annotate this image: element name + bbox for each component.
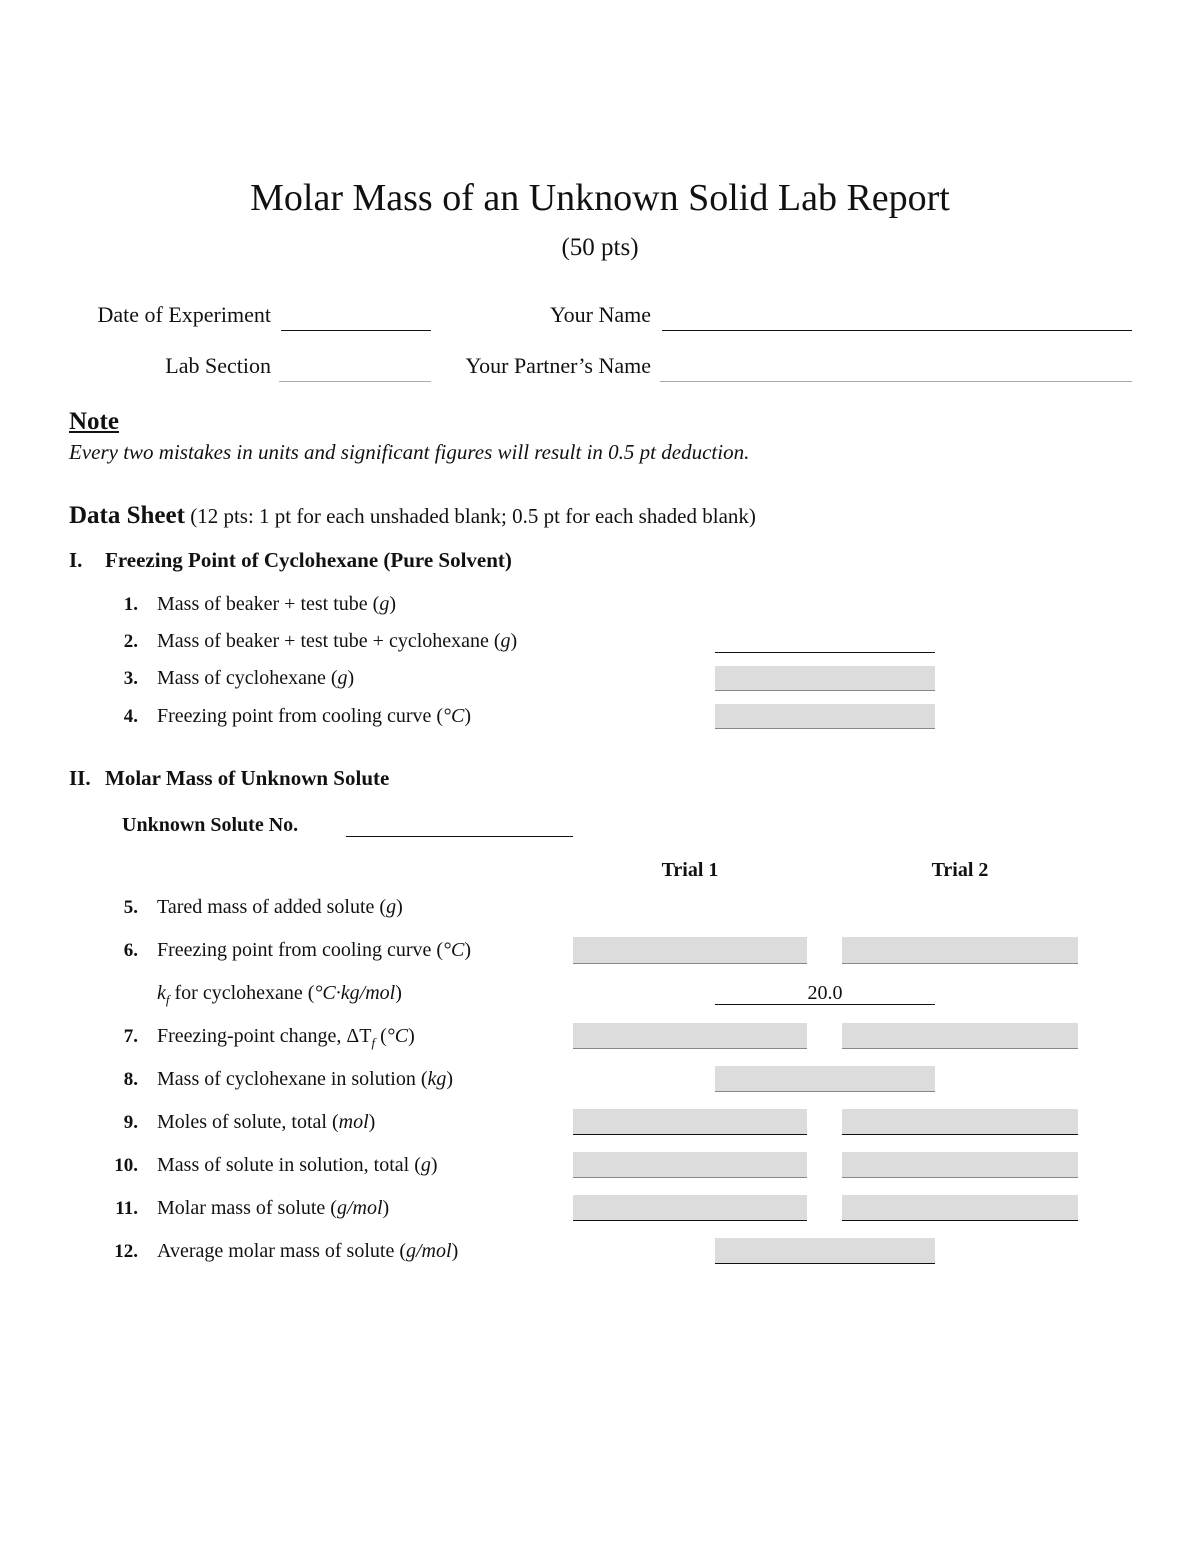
- item-unit: g: [500, 630, 511, 652]
- item-unit: g/mol: [336, 1197, 383, 1219]
- shaded-moles-trial-1[interactable]: [573, 1109, 807, 1135]
- section-1-heading: [69, 548, 512, 573]
- kf-value-line: [715, 1004, 935, 1005]
- item-number: 9.: [123, 1112, 138, 1133]
- note-text: Every two mistakes in units and significant figures will result in 0.5 pt deduction.: [69, 440, 750, 464]
- page-subtitle: (50 pts): [561, 234, 639, 261]
- shaded-molar-mass-trial-2[interactable]: [842, 1195, 1078, 1221]
- shaded-mass-solute-trial-2[interactable]: [842, 1152, 1078, 1178]
- item-number: 12.: [114, 1241, 138, 1262]
- item-text: Tared mass of added solute (: [157, 896, 387, 918]
- item-text: Mass of beaker + test tube + cyclohexane (: [157, 630, 501, 652]
- item-close: ): [347, 667, 355, 689]
- section-2-title: Molar Mass of Unknown Solute: [105, 766, 390, 790]
- item-label: [157, 593, 396, 616]
- item-label: [157, 630, 517, 653]
- item-label: [157, 667, 354, 690]
- kf-text: for cyclohexane (: [169, 982, 315, 1004]
- item-number: 10.: [114, 1155, 138, 1176]
- item-text: Mass of solute in solution, total (: [157, 1154, 421, 1176]
- trial-1-header: Trial 1: [661, 859, 719, 881]
- kf-label: [157, 982, 402, 1008]
- item-label: [157, 896, 403, 919]
- item-close: ): [464, 939, 472, 961]
- shaded-average-molar-mass[interactable]: [715, 1238, 935, 1264]
- section-1-title: Freezing Point of Cyclohexane (Pure Solvent): [105, 548, 512, 572]
- item-close: ): [430, 1154, 438, 1176]
- item-close: ): [389, 593, 396, 615]
- item-number: 8.: [123, 1069, 138, 1090]
- item-label: [157, 1240, 458, 1263]
- shaded-freezing-point-pure[interactable]: [715, 704, 935, 729]
- unknown-solute-label: Unknown Solute No.: [122, 814, 299, 836]
- item-label: [157, 1068, 453, 1091]
- item-number: 5.: [123, 897, 138, 918]
- item-number: 6.: [123, 940, 138, 961]
- data-sheet-title: Data Sheet: [69, 502, 185, 529]
- item-text: Molar mass of solute (: [157, 1197, 337, 1219]
- shaded-freezing-point-trial-2[interactable]: [842, 937, 1078, 964]
- item-unit: g: [379, 593, 390, 615]
- item-text: Freezing-point change, ΔT: [157, 1025, 372, 1047]
- item-unit: kg: [427, 1068, 447, 1090]
- shaded-mass-cyclohexane[interactable]: [715, 666, 935, 691]
- item-unit: °C: [443, 939, 465, 961]
- section-2-number: II.: [69, 766, 91, 790]
- item-text: Average molar mass of solute (: [157, 1240, 406, 1262]
- item-text-mid: (: [375, 1025, 387, 1047]
- item-number: 1.: [123, 594, 138, 615]
- item-text: Freezing point from cooling curve (: [157, 939, 444, 961]
- shaded-moles-trial-2[interactable]: [842, 1109, 1078, 1135]
- item-number: 11.: [115, 1198, 138, 1219]
- section-2-heading: [69, 766, 389, 791]
- page-title: Molar Mass of an Unknown Solid Lab Report: [250, 177, 950, 219]
- item-text: Freezing point from cooling curve (: [157, 705, 444, 727]
- partner-label: Your Partner’s Name: [465, 353, 651, 378]
- shaded-freezing-point-trial-1[interactable]: [573, 937, 807, 964]
- item-label: [157, 705, 471, 728]
- item-label: [157, 1111, 375, 1134]
- data-sheet-points: (12 pts: 1 pt for each unshaded blank; 0.5 pt for each shaded blank): [190, 504, 756, 528]
- shaded-molar-mass-trial-1[interactable]: [573, 1195, 807, 1221]
- item-label: [157, 1154, 438, 1177]
- partner-field[interactable]: [660, 381, 1132, 382]
- trial-2-header: Trial 2: [931, 859, 989, 881]
- note-heading: Note: [69, 408, 119, 435]
- item-unit: °C: [386, 1025, 409, 1047]
- unknown-solute-field[interactable]: [346, 836, 573, 837]
- item-number: 4.: [123, 706, 138, 727]
- item-unit: g: [386, 896, 397, 918]
- item-unit: g: [420, 1154, 431, 1176]
- item-close: ): [446, 1068, 454, 1090]
- item-close: ): [382, 1197, 390, 1219]
- item-number: 2.: [123, 631, 138, 652]
- item-unit: g: [337, 667, 348, 689]
- item-text: Mass of cyclohexane in solution (: [157, 1068, 428, 1090]
- shaded-mass-solute-trial-1[interactable]: [573, 1152, 807, 1178]
- item-close: ): [408, 1025, 415, 1047]
- item-close: ): [464, 705, 472, 727]
- kf-close: ): [395, 982, 402, 1004]
- date-field[interactable]: [281, 330, 431, 331]
- kf-symbol: k: [157, 982, 166, 1004]
- item-close: ): [510, 630, 518, 652]
- item-number: 3.: [123, 668, 138, 689]
- blank-mass-beaker-tube-cyclohexane[interactable]: [715, 652, 935, 653]
- section-1-number: I.: [69, 548, 83, 572]
- item-label: [157, 1197, 389, 1220]
- item-close: ): [396, 896, 403, 918]
- item-unit: °C: [443, 705, 465, 727]
- item-close: ): [368, 1111, 376, 1133]
- item-text: Mass of beaker + test tube (: [157, 593, 380, 615]
- date-label: Date of Experiment: [97, 302, 271, 327]
- item-close: ): [451, 1240, 459, 1262]
- item-text: Mass of cyclohexane (: [157, 667, 338, 689]
- name-label: Your Name: [549, 302, 651, 327]
- shaded-mass-cyclohexane-solution[interactable]: [715, 1066, 935, 1092]
- kf-value: 20.0: [807, 982, 843, 1004]
- item-unit: g/mol: [406, 1240, 452, 1262]
- item-unit: mol: [338, 1111, 369, 1133]
- shaded-delta-t-trial-2[interactable]: [842, 1023, 1078, 1049]
- data-sheet-heading: [69, 502, 756, 530]
- item-text: Moles of solute, total (: [157, 1111, 339, 1133]
- shaded-delta-t-trial-1[interactable]: [573, 1023, 807, 1049]
- section-field[interactable]: [279, 381, 431, 382]
- item-number: 7.: [123, 1026, 138, 1047]
- kf-unit: °C·kg/mol: [314, 982, 396, 1004]
- section-label: Lab Section: [165, 353, 271, 378]
- item-subscript: f: [371, 1035, 376, 1050]
- item-label: [157, 939, 471, 962]
- name-field[interactable]: [662, 330, 1132, 331]
- item-label: [157, 1025, 415, 1051]
- kf-subscript: f: [165, 992, 170, 1007]
